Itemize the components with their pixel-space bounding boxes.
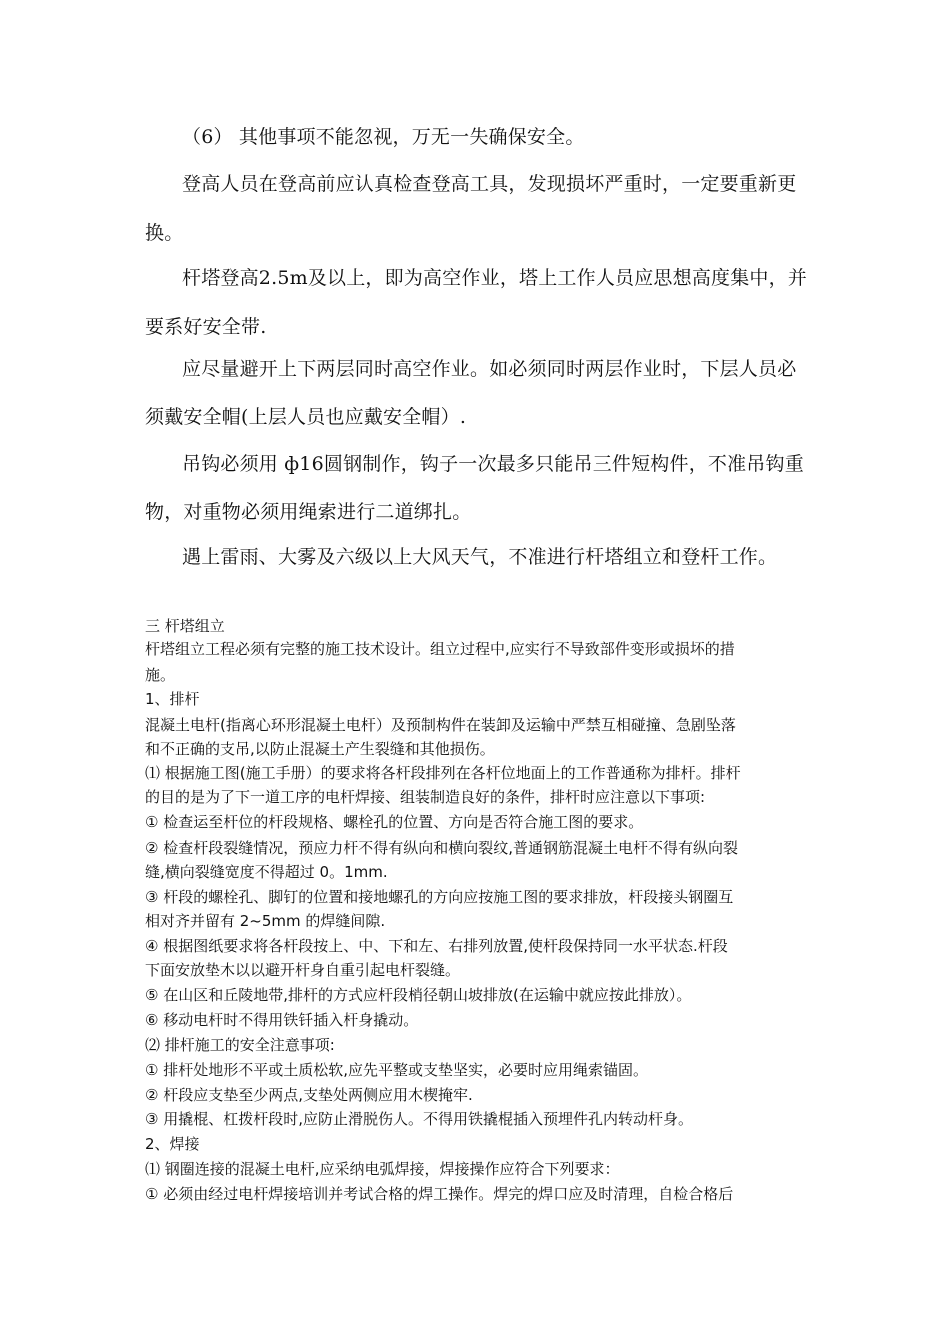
text-line: ① 检查运至杆位的杆段规格、螺栓孔的位置、方向是否符合施工图的要求。 bbox=[145, 813, 644, 831]
paragraph-line: 换。 bbox=[145, 222, 184, 244]
text-line: 杆塔组立工程必须有完整的施工技术设计。组立过程中,应实行不导致部件变形或损坏的措 bbox=[145, 640, 735, 658]
text-line: ④ 根据图纸要求将各杆段按上、中、下和左、右排列放置,使杆段保持同一水平状态.杆段 bbox=[145, 937, 728, 955]
paragraph-line: 遇上雷雨、大雾及六级以上大风天气，不准进行杆塔组立和登杆工作。 bbox=[182, 546, 778, 568]
text-line: 和不正确的支吊,以防止混凝土产生裂缝和其他损伤。 bbox=[145, 740, 495, 758]
text-line: ⑵ 排杆施工的安全注意事项: bbox=[145, 1036, 335, 1054]
paragraph-line: 应尽量避开上下两层同时高空作业。如必须同时两层作业时，下层人员必 bbox=[182, 358, 797, 380]
paragraph-line: 物，对重物必须用绳索进行二道绑扎。 bbox=[145, 501, 472, 523]
text-line: ⑥ 移动电杆时不得用铁钎插入杆身撬动。 bbox=[145, 1011, 419, 1029]
subsection-heading: 2、焊接 bbox=[145, 1135, 200, 1153]
text-line: ③ 用撬棍、杠拨杆段时,应防止滑脱伤人。不得用铁撬棍插入预埋件孔内转动杆身。 bbox=[145, 1110, 693, 1128]
paragraph-line: 须戴安全帽(上层人员也应戴安全帽）. bbox=[145, 406, 467, 428]
paragraph-line: 要系好安全带. bbox=[145, 316, 267, 338]
text-line: ② 检查杆段裂缝情况，预应力杆不得有纵向和横向裂纹,普通钢筋混凝土电杆不得有纵向裂 bbox=[145, 839, 738, 857]
text-line: 相对齐并留有 2~5mm 的焊缝间隙. bbox=[145, 912, 386, 930]
text-line: ⑴ 钢圈连接的混凝土电杆,应采纳电弧焊接，焊接操作应符合下列要求： bbox=[145, 1160, 620, 1178]
text-line: 的目的是为了下一道工序的电杆焊接、组装制造良好的条件，排杆时应注意以下事项: bbox=[145, 788, 706, 806]
text-line: ⑴ 根据施工图(施工手册）的要求将各杆段排列在各杆位地面上的工作普通称为排杆。排杆 bbox=[145, 764, 741, 782]
paragraph-line: 登高人员在登高前应认真检查登高工具，发现损坏严重时，一定要重新更 bbox=[182, 173, 797, 195]
paragraph-line: 杆塔登高2.5m及以上，即为高空作业，塔上工作人员应思想高度集中，并 bbox=[182, 267, 808, 289]
text-line: ⑤ 在山区和丘陵地带,排杆的方式应杆段梢径朝山坡排放(在运输中就应按此排放）。 bbox=[145, 986, 692, 1004]
text-line: 下面安放垫木以以避开杆身自重引起电杆裂缝。 bbox=[145, 961, 461, 979]
text-line: ① 排杆处地形不平或土质松软,应先平整或支垫坚实，必要时应用绳索锚固。 bbox=[145, 1061, 648, 1079]
paragraph-line: 吊钩必须用 ф16圆钢制作，钩子一次最多只能吊三件短构件，不准吊钩重 bbox=[182, 453, 804, 475]
text-line: 混凝土电杆(指离心环形混凝土电杆）及预制构件在装卸及运输中严禁互相碰撞、急剧坠落 bbox=[145, 716, 736, 734]
text-line: ③ 杆段的螺栓孔、脚钉的位置和接地螺孔的方向应按施工图的要求排放，杆段接头钢圈互 bbox=[145, 888, 734, 906]
text-line: ② 杆段应支垫至少两点,支垫处两侧应用木楔掩牢. bbox=[145, 1086, 473, 1104]
text-line: 缝,横向裂缝宽度不得超过 0。1mm. bbox=[145, 863, 388, 881]
item-6-line: （6） 其他事项不能忽视，万无一失确保安全。 bbox=[182, 126, 585, 148]
subsection-heading: 1、排杆 bbox=[145, 690, 200, 708]
text-line: ① 必须由经过电杆焊接培训并考试合格的焊工操作。焊完的焊口应及时清理，自检合格后 bbox=[145, 1185, 734, 1203]
text-line: 施。 bbox=[145, 666, 176, 684]
section-heading: 三 杆塔组立 bbox=[145, 617, 225, 635]
